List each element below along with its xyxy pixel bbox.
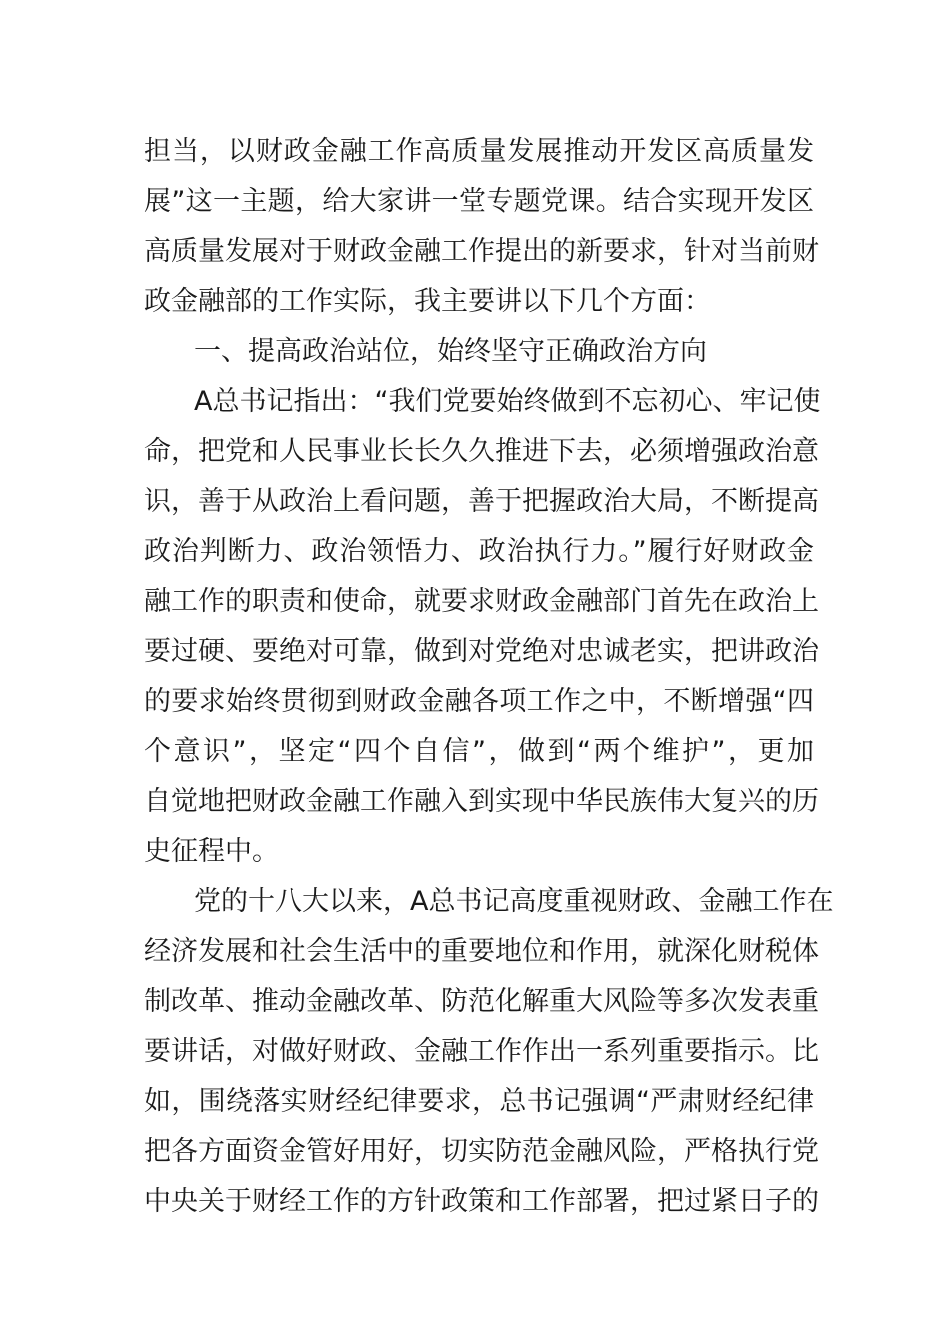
text-line: 中央关于财经工作的方针政策和工作部署，把过紧日子的 bbox=[144, 1186, 819, 1217]
text-line: 高质量发展对于财政金融工作提出的新要求，针对当前财 bbox=[144, 236, 819, 267]
text-line: 要过硬、要绝对可靠，做到对党绝对忠诚老实，把讲政治 bbox=[144, 636, 819, 667]
text-line: 识，善于从政治上看问题，善于把握政治大局，不断提高 bbox=[144, 486, 819, 517]
text-line: 自觉地把财政金融工作融入到实现中华民族伟大复兴的历 bbox=[144, 786, 819, 817]
text-line: 展”这一主题，给大家讲一堂专题党课。结合实现开发区 bbox=[144, 186, 814, 217]
text-line: 经济发展和社会生活中的重要地位和作用，就深化财税体 bbox=[144, 936, 819, 967]
text-line: 如，围绕落实财经纪律要求，总书记强调“严肃财经纪律 bbox=[144, 1086, 814, 1117]
text-line: 党的十八大以来，A总书记高度重视财政、金融工作在 bbox=[194, 886, 834, 917]
section-heading: 一、提高政治站位，始终坚守正确政治方向 bbox=[194, 336, 707, 367]
text-line: 政治判断力、政治领悟力、政治执行力。”履行好财政金 bbox=[144, 536, 814, 567]
text-line: 把各方面资金管好用好，切实防范金融风险，严格执行党 bbox=[144, 1136, 819, 1167]
text-line: 担当，以财政金融工作高质量发展推动开发区高质量发 bbox=[144, 136, 814, 167]
text-line: 要讲话，对做好财政、金融工作作出一系列重要指示。比 bbox=[144, 1036, 819, 1067]
text-line: 个意识”，坚定“四个自信”，做到“两个维护”，更加 bbox=[144, 736, 814, 767]
text-line: 史征程中。 bbox=[144, 836, 279, 867]
text-line: 命，把党和人民事业长长久久推进下去，必须增强政治意 bbox=[144, 436, 819, 467]
text-line: 的要求始终贯彻到财政金融各项工作之中，不断增强“四 bbox=[144, 686, 814, 717]
text-line: 融工作的职责和使命，就要求财政金融部门首先在政治上 bbox=[144, 586, 819, 617]
text-line: A总书记指出：“我们党要始终做到不忘初心、牢记使 bbox=[194, 386, 821, 417]
text-line: 制改革、推动金融改革、防范化解重大风险等多次发表重 bbox=[144, 986, 819, 1017]
text-line: 政金融部的工作实际，我主要讲以下几个方面： bbox=[144, 286, 711, 317]
